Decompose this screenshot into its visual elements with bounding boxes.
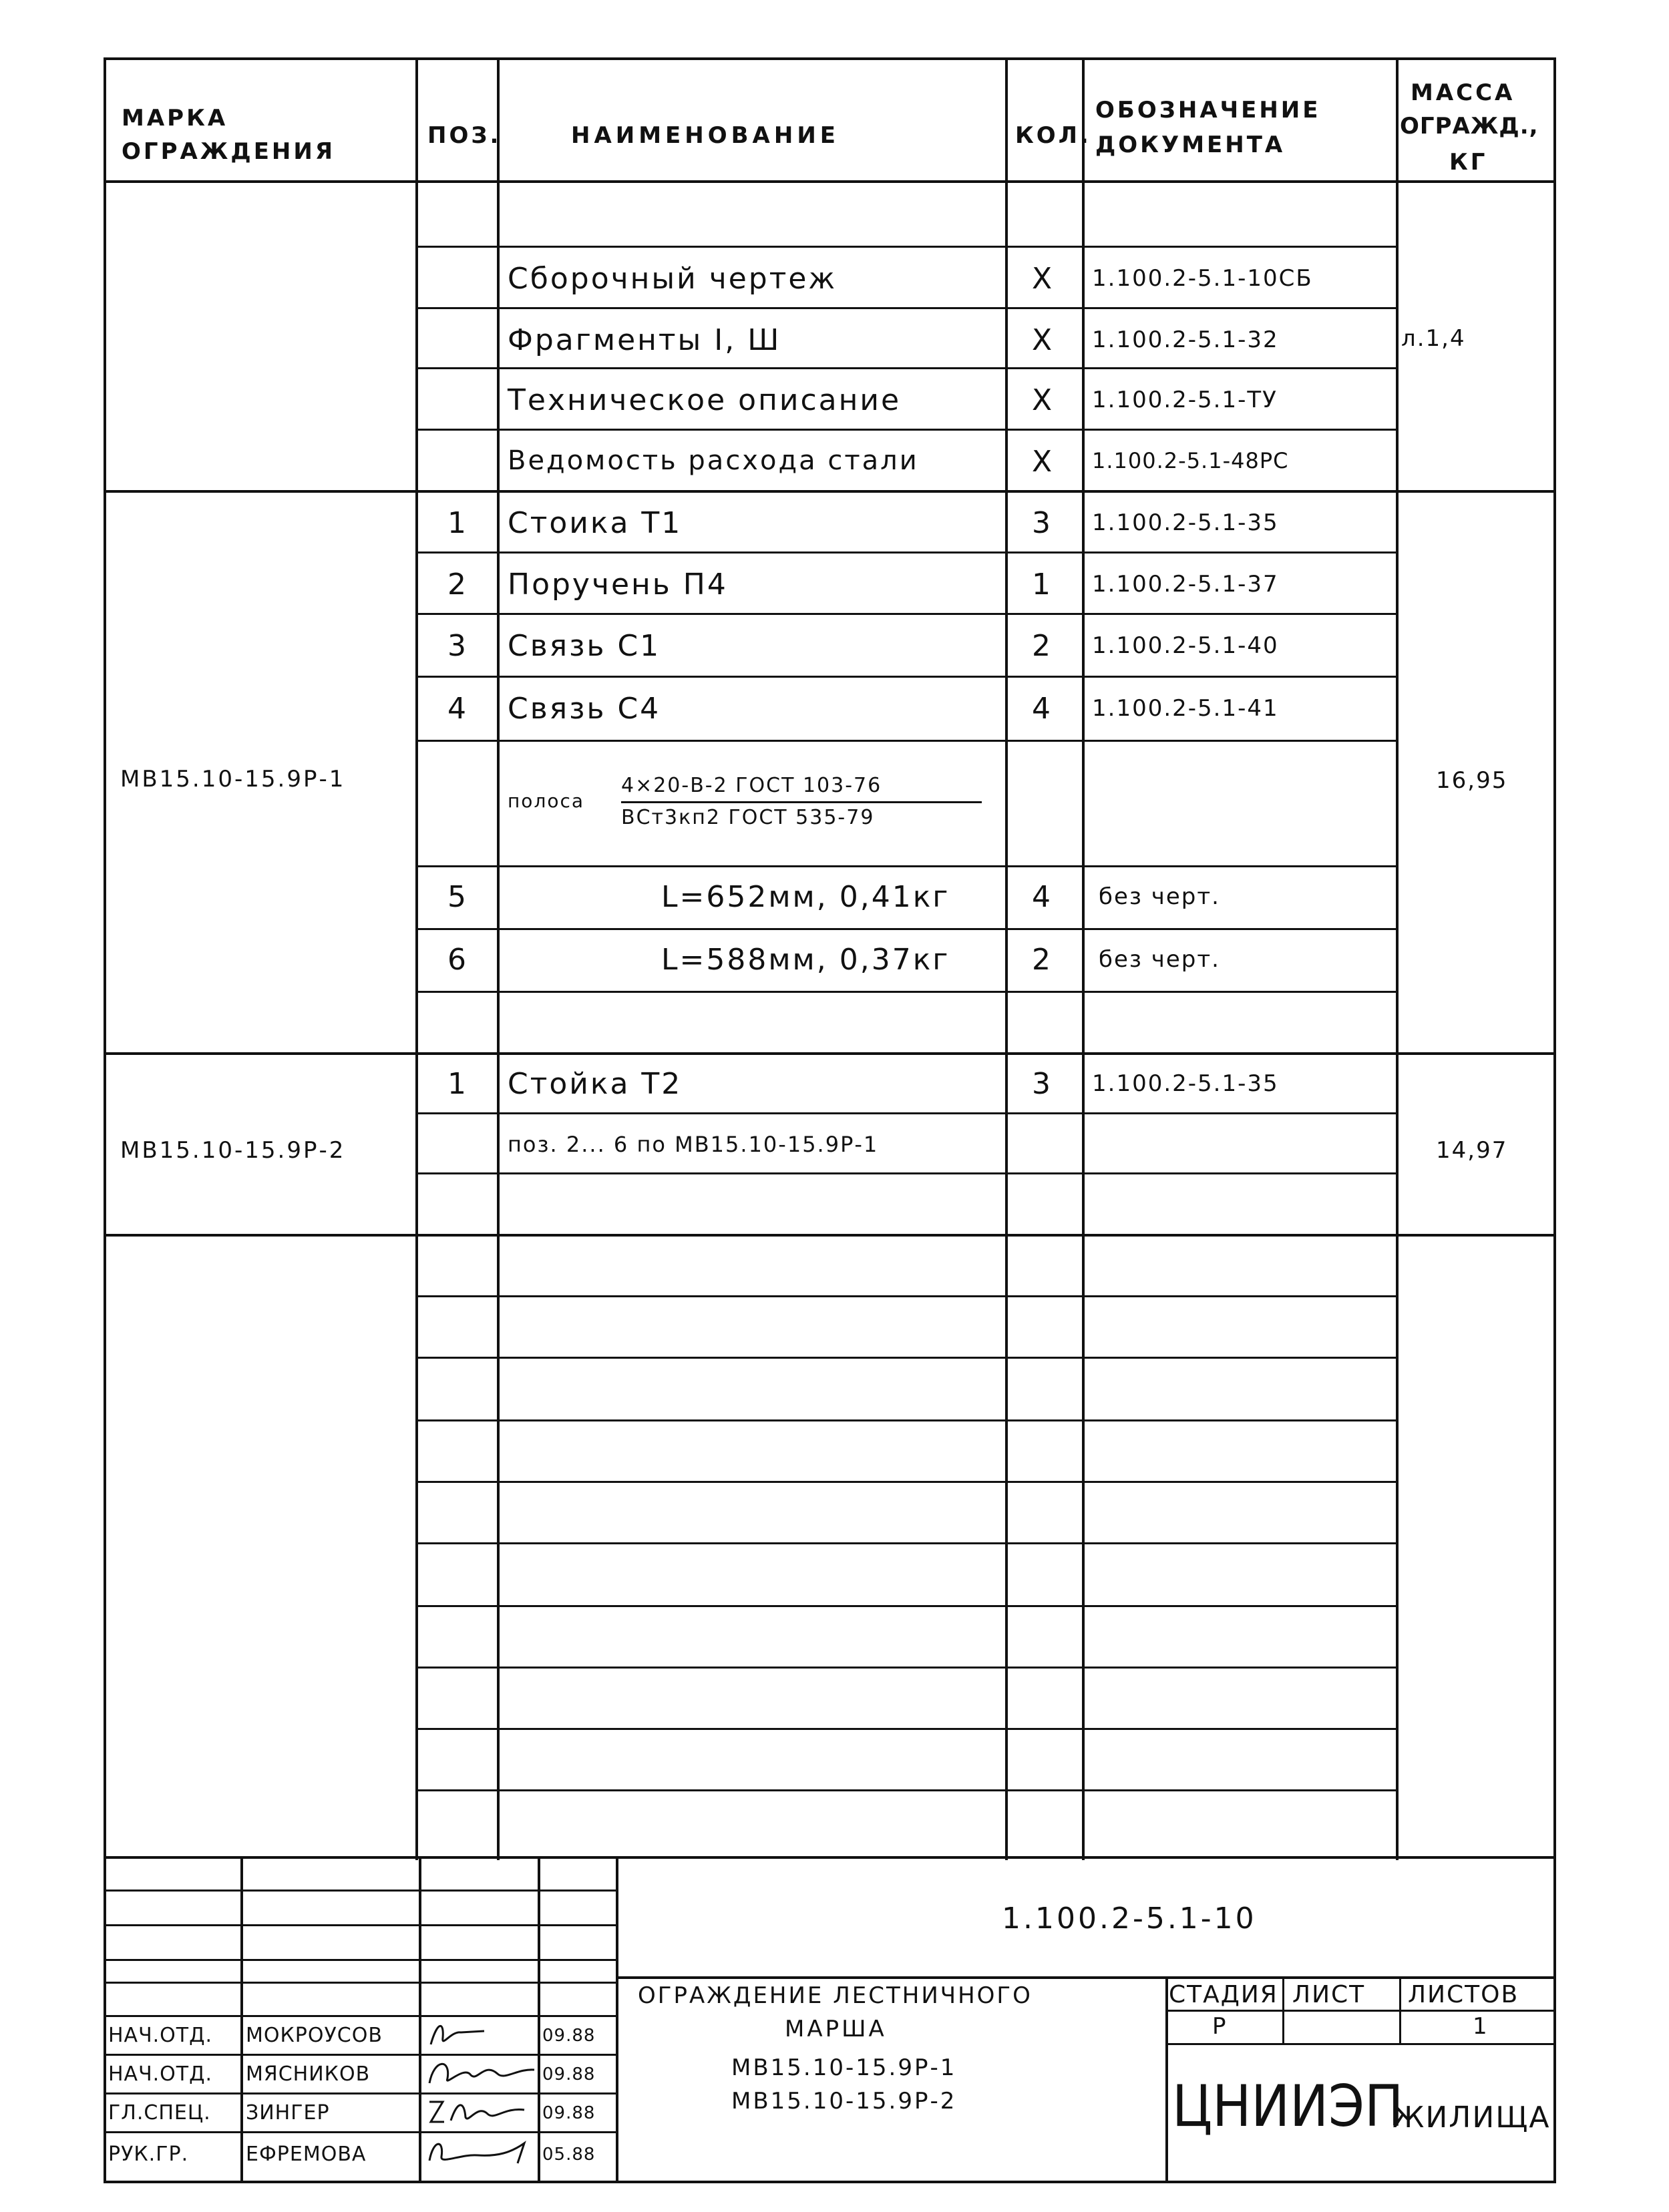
header-mass-line3: КГ	[1449, 149, 1488, 176]
doc-group-mass: л.1,4	[1401, 325, 1466, 352]
staff-name: МЯСНИКОВ	[246, 2062, 371, 2086]
doc-row-qty: Х	[1032, 383, 1055, 417]
group1-mark: МВ15.10-15.9Р-1	[120, 766, 346, 793]
strip-fraction	[621, 773, 982, 833]
staff-date: 05.88	[542, 2145, 596, 2165]
group2-pos: 1	[447, 1067, 468, 1101]
doc-row-doc: 1.100.2-5.1-ТУ	[1092, 387, 1278, 413]
group1-pos: 3	[447, 629, 468, 663]
group1-name: Связь С4	[508, 692, 661, 726]
staff-date: 09.88	[542, 2064, 596, 2084]
doc-row-name: Фрагменты I, Ш	[508, 323, 781, 357]
group1-doc: 1.100.2-5.1-37	[1092, 571, 1279, 598]
signature-mokroussov	[424, 2018, 531, 2051]
fraction-bar	[621, 801, 982, 803]
staff-role: РУК.ГР.	[108, 2143, 189, 2166]
group1-qty: 4	[1032, 880, 1053, 914]
doc-row-qty: Х	[1032, 323, 1055, 357]
title-line1: ОГРАЖДЕНИЕ ЛЕСТНИЧНОГО	[638, 1982, 1033, 2009]
document-code: 1.100.2-5.1-10	[1002, 1902, 1257, 1936]
doc-row-qty: Х	[1032, 262, 1055, 296]
signature-efremova	[424, 2134, 538, 2167]
group1-name: Поручень П4	[508, 568, 728, 602]
group2-qty: 3	[1032, 1067, 1053, 1101]
group1-doc: без черт.	[1099, 946, 1220, 973]
doc-row-name: Техническое описание	[508, 383, 902, 417]
header-qty: КОЛ.	[1015, 122, 1091, 149]
group1-qty: 2	[1032, 943, 1053, 977]
group1-name: Стоика Т1	[508, 506, 683, 540]
group1-qty: 4	[1032, 692, 1053, 726]
title-line2: МАРША	[785, 2016, 887, 2042]
strip-prefix: полоса	[508, 790, 585, 812]
group1-doc: без черт.	[1099, 883, 1220, 910]
group1-qty: 3	[1032, 506, 1053, 540]
staff-role: НАЧ.ОТД.	[108, 2062, 213, 2086]
signature-zinger	[424, 2094, 538, 2127]
doc-row-doc: 1.100.2-5.1-32	[1092, 326, 1279, 353]
header-mark-line1: МАРКА	[122, 105, 228, 132]
doc-row-doc: 1.100.2-5.1-10СБ	[1092, 265, 1313, 292]
org-name-a: ЦНИИЭП	[1172, 2073, 1404, 2140]
group1-pos: 2	[447, 568, 468, 602]
group1-mass: 16,95	[1436, 767, 1508, 794]
group2-mass: 14,97	[1436, 1137, 1508, 1164]
strip-numerator: 4×20-В-2 ГОСТ 103-76	[621, 774, 882, 797]
group1-pos: 1	[447, 506, 468, 540]
staff-role: ГЛ.СПЕЦ.	[108, 2101, 211, 2125]
signature-myasnikov	[424, 2055, 538, 2088]
group1-qty: 1	[1032, 568, 1053, 602]
group1-qty: 2	[1032, 629, 1053, 663]
org-name-b: ЖИЛИЩА	[1393, 2100, 1551, 2135]
staff-name: ЕФРЕМОВА	[246, 2143, 367, 2166]
group1-doc: 1.100.2-5.1-41	[1092, 695, 1279, 722]
header-mass-line1: МАССА	[1411, 79, 1515, 106]
sheet-label: ЛИСТ	[1292, 1981, 1366, 2008]
strip-denominator: ВСт3кп2 ГОСТ 535-79	[621, 806, 875, 829]
header-name: НАИМЕНОВАНИЕ	[571, 122, 840, 149]
staff-date: 09.88	[542, 2026, 596, 2046]
staff-name: ЗИНГЕР	[246, 2101, 330, 2125]
group2-doc: 1.100.2-5.1-35	[1092, 1070, 1279, 1097]
header-mass-line2: ОГРАЖД.,	[1400, 113, 1539, 140]
group2-mark: МВ15.10-15.9Р-2	[120, 1137, 346, 1164]
header-mark-line2: ОГРАЖДЕНИЯ	[122, 138, 336, 165]
group1-name: L=652мм, 0,41кг	[661, 880, 950, 914]
title-line3: МВ15.10-15.9Р-1	[731, 2054, 957, 2081]
doc-row-doc: 1.100.2-5.1-48РС	[1092, 448, 1289, 473]
doc-row-qty: Х	[1032, 445, 1055, 479]
doc-row-name: Сборочный чертеж	[508, 262, 838, 296]
staff-date: 09.88	[542, 2103, 596, 2123]
header-doc-line1: ОБОЗНАЧЕНИЕ	[1095, 97, 1321, 124]
group1-pos: 5	[447, 880, 468, 914]
header-pos: ПОЗ.	[427, 122, 502, 149]
group1-pos: 6	[447, 943, 468, 977]
group1-name: Связь С1	[508, 629, 661, 663]
sheets-label: ЛИСТОВ	[1408, 1981, 1519, 2008]
staff-role: НАЧ.ОТД.	[108, 2024, 213, 2047]
group1-pos: 4	[447, 692, 468, 726]
group2-name: поз. 2... 6 по МВ15.10-15.9Р-1	[508, 1132, 879, 1157]
group1-doc: 1.100.2-5.1-35	[1092, 509, 1279, 536]
staff-name: МОКРОУСОВ	[246, 2024, 383, 2047]
stage-label: СТАДИЯ	[1169, 1981, 1278, 2008]
doc-row-name: Ведомость расхода стали	[508, 445, 919, 476]
group1-doc: 1.100.2-5.1-40	[1092, 632, 1279, 659]
group1-name: L=588мм, 0,37кг	[661, 943, 950, 977]
title-line4: МВ15.10-15.9Р-2	[731, 2088, 957, 2115]
stage-value: Р	[1212, 2013, 1228, 2040]
group2-name: Стойка Т2	[508, 1067, 683, 1101]
sheets-value: 1	[1473, 2013, 1489, 2040]
header-doc-line2: ДОКУМЕНТА	[1095, 132, 1286, 158]
